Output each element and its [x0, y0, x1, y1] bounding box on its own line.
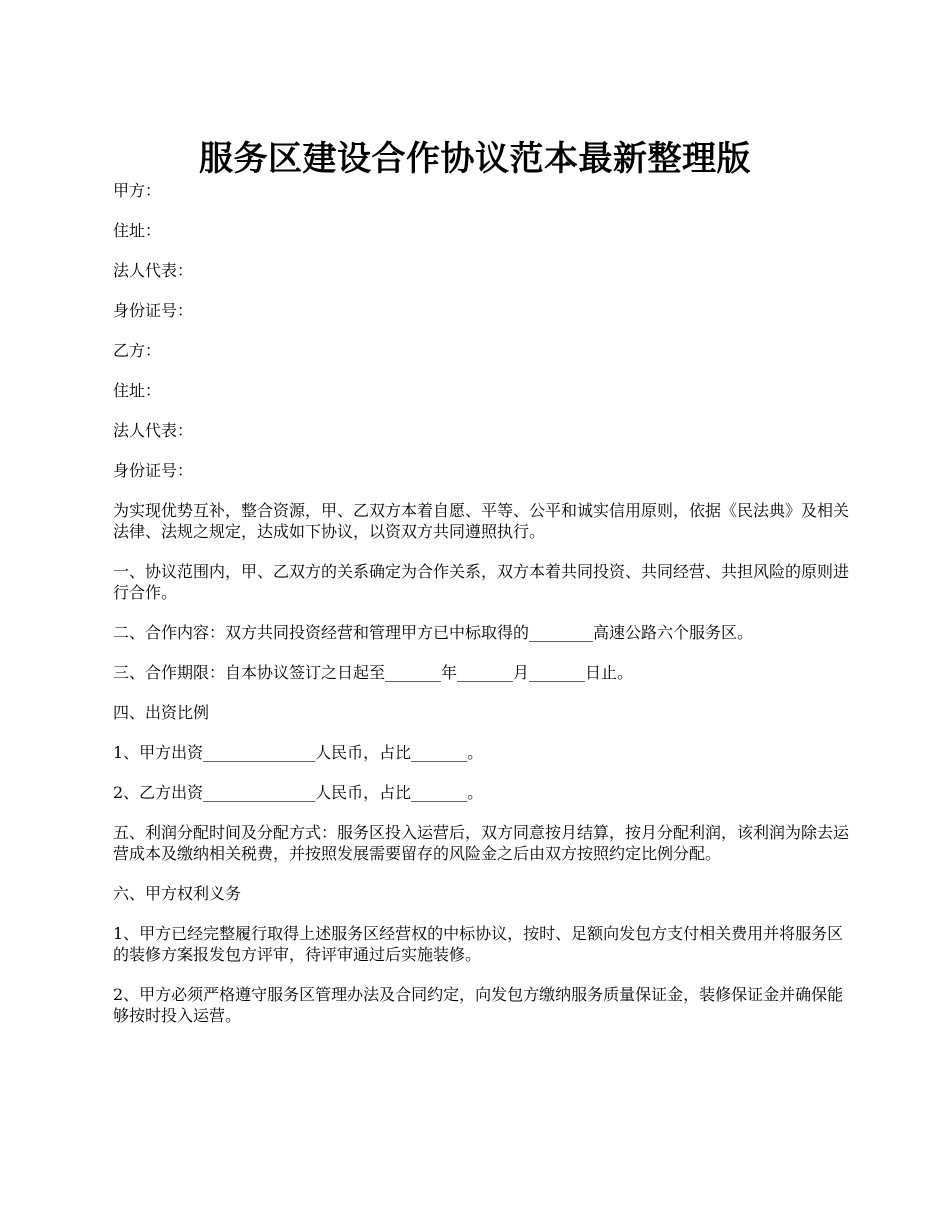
clause-1-scope: 一、协议范围内，甲、乙双方的关系确定为合作关系，双方本着共同投资、共同经营、共担风险的原则进行合作。 — [113, 562, 850, 602]
clause-2-content: 二、合作内容：双方共同投资经营和管理甲方已中标取得的________高速公路六个服务区。 — [113, 623, 754, 642]
document-body — [113, 180, 853, 1045]
party-a-label: 甲方： — [113, 181, 162, 200]
party-b-id-number: 身份证号： — [113, 461, 194, 480]
clause-6-heading: 六、甲方权利义务 — [113, 884, 242, 903]
clause-4-item-1: 1、甲方出资______________人民币，占比_______。 — [113, 743, 484, 762]
party-a-address: 住址： — [113, 221, 162, 240]
party-b-label: 乙方： — [113, 341, 162, 360]
clause-6-item-2: 2、甲方必须严格遵守服务区管理办法及合同约定，向发包方缴纳服务质量保证金，装修保证金并确保能够按时投入运营。 — [113, 985, 844, 1025]
clause-5-profit: 五、利润分配时间及分配方式：服务区投入运营后，双方同意按月结算，按月分配利润，该利润为除去运营成本及缴纳相关税费，并按照发展需要留存的风险金之后由双方按照约定比例分配。 — [113, 823, 850, 863]
preamble-paragraph: 为实现优势互补，整合资源，甲、乙双方本着自愿、平等、公平和诚实信用原则，依据《民法典》及相关法律、法规之规定，达成如下协议，以资双方共同遵照执行。 — [113, 501, 850, 541]
clause-6-item-1: 1、甲方已经完整履行取得上述服务区经营权的中标协议，按时、足额向发包方支付相关费用并将服务区的装修方案报发包方评审，待评审通过后实施装修。 — [113, 924, 844, 964]
clause-4-heading: 四、出资比例 — [113, 703, 210, 722]
clause-3-term: 三、合作期限：自本协议签订之日起至_______年_______月_______日止。 — [113, 663, 634, 682]
clause-4-item-2: 2、乙方出资______________人民币，占比_______。 — [113, 783, 484, 802]
party-a-id-number: 身份证号： — [113, 301, 194, 320]
party-a-legal-rep: 法人代表： — [113, 261, 194, 280]
party-b-legal-rep: 法人代表： — [113, 421, 194, 440]
document-title: 服务区建设合作协议范本最新整理版 — [199, 138, 751, 179]
party-b-address: 住址： — [113, 381, 162, 400]
